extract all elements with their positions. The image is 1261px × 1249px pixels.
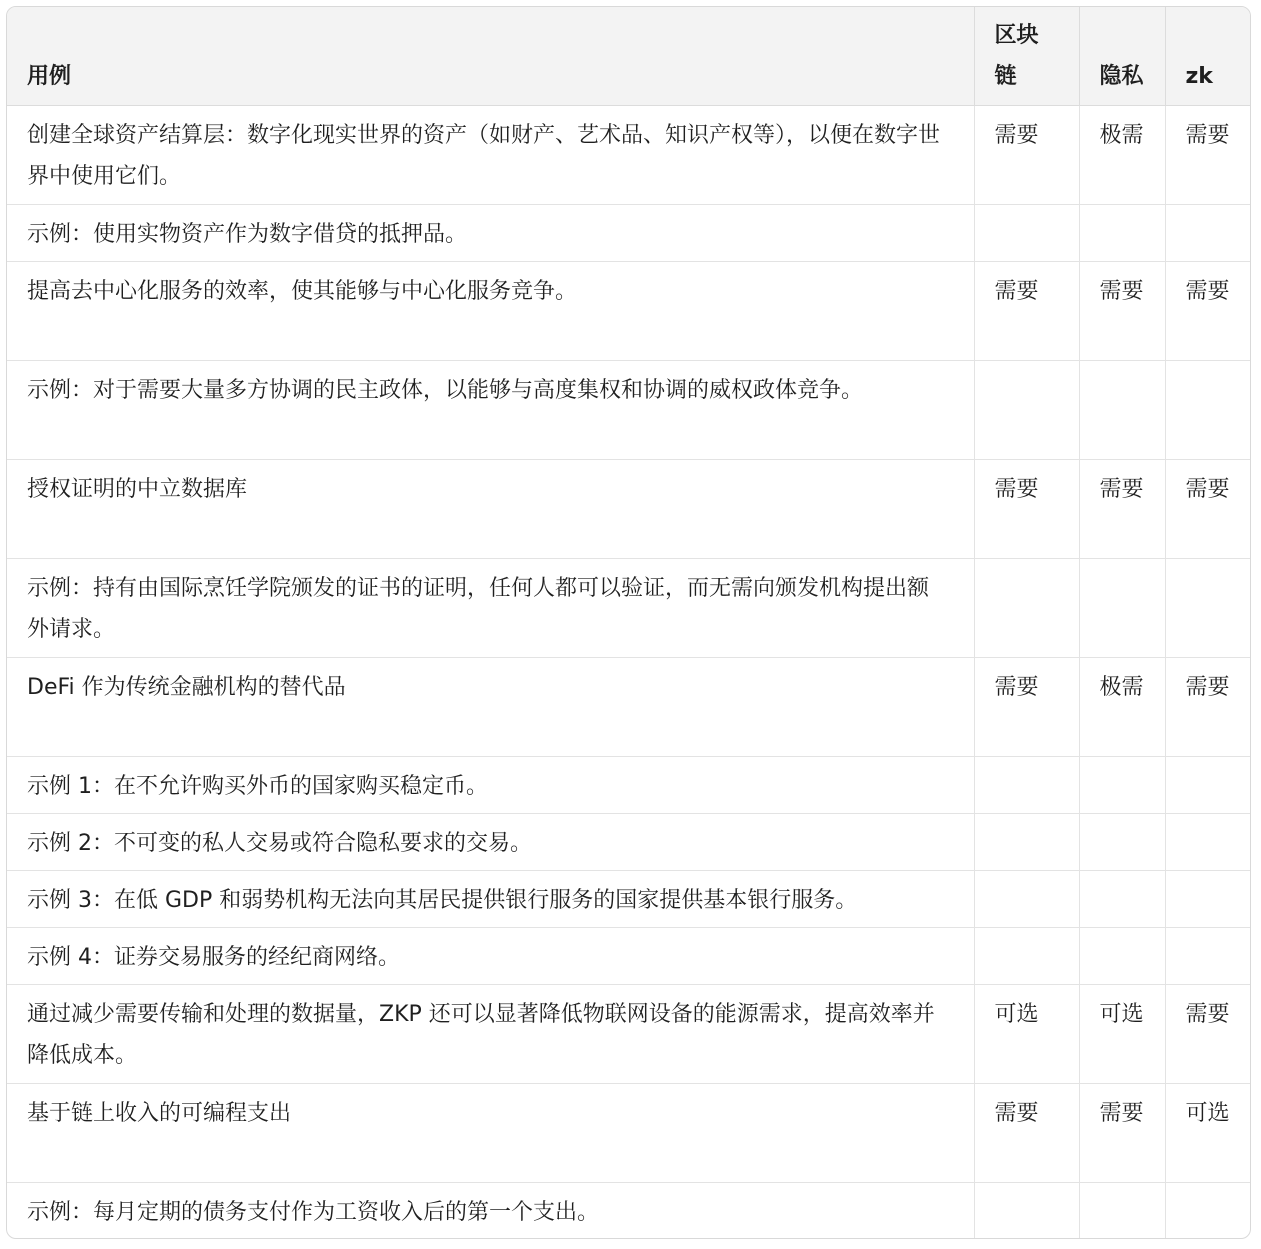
cell-zk: 需要	[1165, 261, 1251, 360]
cell-zk: 需要	[1165, 984, 1251, 1083]
cell-privacy: 极需	[1079, 657, 1165, 756]
table-row	[7, 459, 1251, 558]
table-row	[7, 360, 1251, 459]
table-row	[7, 558, 1251, 657]
cell-blockchain	[974, 204, 1079, 261]
cell-privacy: 需要	[1079, 261, 1165, 360]
cell-use-case: 示例 3：在低 GDP 和弱势机构无法向其居民提供银行服务的国家提供基本银行服务。	[7, 870, 974, 927]
table-row	[7, 1182, 1251, 1239]
cell-blockchain: 需要	[974, 105, 1079, 204]
cell-privacy	[1079, 558, 1165, 657]
cell-blockchain: 需要	[974, 261, 1079, 360]
cell-use-case: 示例：每月定期的债务支付作为工资收入后的第一个支出。	[7, 1182, 974, 1239]
cell-use-case: 示例 1：在不允许购买外币的国家购买稳定币。	[7, 756, 974, 813]
cell-zk	[1165, 927, 1251, 984]
table-row	[7, 756, 1251, 813]
use-case-table	[7, 7, 1251, 1239]
use-case-table-container	[6, 6, 1251, 1239]
cell-use-case: 基于链上收入的可编程支出	[7, 1083, 974, 1182]
cell-use-case: 授权证明的中立数据库	[7, 459, 974, 558]
cell-blockchain: 可选	[974, 984, 1079, 1083]
cell-privacy: 需要	[1079, 459, 1165, 558]
cell-blockchain: 需要	[974, 657, 1079, 756]
cell-blockchain: 需要	[974, 459, 1079, 558]
cell-blockchain	[974, 756, 1079, 813]
cell-blockchain	[974, 927, 1079, 984]
cell-zk	[1165, 813, 1251, 870]
cell-blockchain	[974, 558, 1079, 657]
table-row	[7, 261, 1251, 360]
table-row	[7, 1083, 1251, 1182]
cell-privacy: 需要	[1079, 1083, 1165, 1182]
cell-use-case: 示例：对于需要大量多方协调的民主政体，以能够与高度集权和协调的威权政体竞争。	[7, 360, 974, 459]
cell-privacy: 可选	[1079, 984, 1165, 1083]
cell-privacy	[1079, 1182, 1165, 1239]
cell-blockchain	[974, 813, 1079, 870]
table-header-row	[7, 7, 1251, 105]
cell-privacy: 极需	[1079, 105, 1165, 204]
cell-use-case: 创建全球资产结算层：数字化现实世界的资产（如财产、艺术品、知识产权等），以便在数字世界中使用它们。	[27, 122, 941, 189]
cell-zk	[1165, 360, 1251, 459]
table-row	[7, 984, 1251, 1083]
header-zk: zk	[1165, 7, 1251, 105]
cell-use-case: 示例 2：不可变的私人交易或符合隐私要求的交易。	[7, 813, 974, 870]
cell-zk: 需要	[1165, 657, 1251, 756]
cell-use-case: 提高去中心化服务的效率，使其能够与中心化服务竞争。	[7, 261, 974, 360]
cell-use-case: DeFi 作为传统金融机构的替代品	[7, 657, 974, 756]
cell-blockchain	[974, 870, 1079, 927]
header-privacy: 隐私	[1079, 7, 1165, 105]
cell-use-case: 通过减少需要传输和处理的数据量，ZKP 还可以显著降低物联网设备的能源需求，提高效率并降低成本。	[7, 984, 974, 1083]
cell-blockchain: 需要	[974, 1083, 1079, 1182]
cell-zk	[1165, 558, 1251, 657]
header-use-case: 用例	[7, 7, 974, 105]
cell-zk: 需要	[1165, 459, 1251, 558]
cell-blockchain	[974, 1182, 1079, 1239]
table-row	[7, 870, 1251, 927]
cell-use-case: 示例：持有由国际烹饪学院颁发的证书的证明，任何人都可以验证，而无需向颁发机构提出额外请求。	[7, 558, 974, 657]
cell-zk	[1165, 1182, 1251, 1239]
cell-blockchain	[974, 360, 1079, 459]
cell-privacy	[1079, 756, 1165, 813]
table-row	[7, 657, 1251, 756]
cell-zk	[1165, 870, 1251, 927]
cell-privacy	[1079, 870, 1165, 927]
table-row	[7, 204, 1251, 261]
cell-privacy	[1079, 813, 1165, 870]
table-row	[7, 105, 1251, 204]
cell-zk	[1165, 756, 1251, 813]
header-blockchain: 区块链	[974, 7, 1079, 105]
cell-zk: 可选	[1165, 1083, 1251, 1182]
cell-use-case: 示例：使用实物资产作为数字借贷的抵押品。	[7, 204, 974, 261]
cell-privacy	[1079, 927, 1165, 984]
cell-zk	[1165, 204, 1251, 261]
table-row	[7, 813, 1251, 870]
cell-use-case: 示例 4：证券交易服务的经纪商网络。	[7, 927, 974, 984]
cell-privacy	[1079, 204, 1165, 261]
cell-privacy	[1079, 360, 1165, 459]
table-row	[7, 927, 1251, 984]
cell-zk: 需要	[1165, 105, 1251, 204]
